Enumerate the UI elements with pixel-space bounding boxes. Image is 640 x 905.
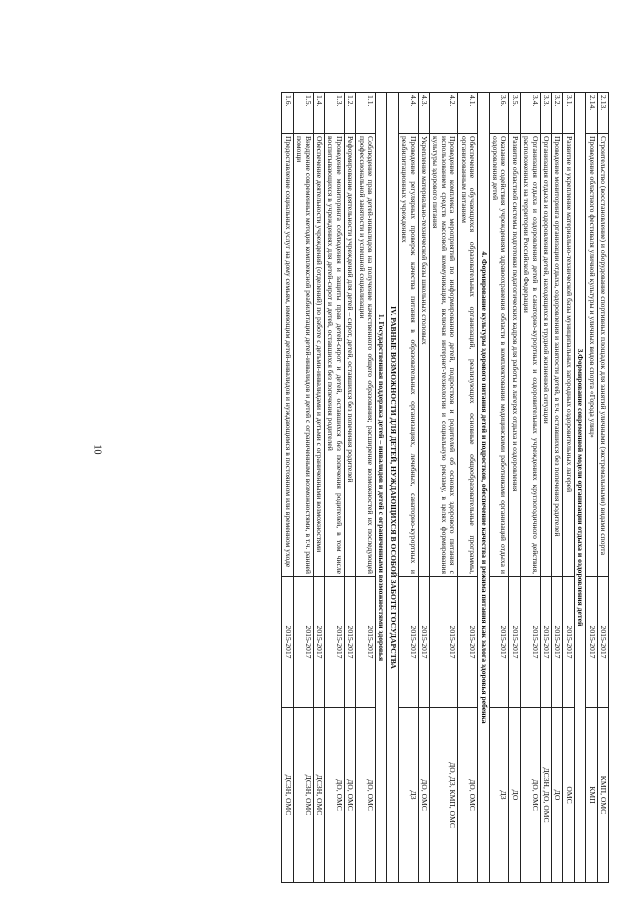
- item-years: 2015-2017: [398, 577, 418, 708]
- item-description: Оказание содействия учреждениям здравоохранения области в комплектовании медицинскими работниками организаций отдыха и оздоровления детей: [489, 134, 509, 577]
- item-years: 2015-2017: [430, 577, 458, 708]
- table-row: [356, 93, 376, 883]
- item-executors: ДСЗН, ОМС: [293, 708, 313, 883]
- item-description: Проведение мониторинга организации отдыха, оздоровления и занятости детей, в т.ч. оставшихся без попечения родителей: [551, 134, 562, 577]
- item-years: 2015-2017: [586, 577, 597, 708]
- item-executors: ДО: [551, 708, 562, 883]
- section-title: 4. Формирование культуры здорового питания детей и подростков, обеспечение качества и режима питания как залога здоровья ребенка: [478, 93, 489, 883]
- item-years: 2015-2017: [551, 577, 562, 708]
- item-description: Реформирование деятельности учреждений для детей – сирот, детей, оставшихся без попечения родителей: [344, 134, 355, 577]
- table-row: [551, 93, 562, 883]
- item-description: Укрепление материально-технической базы школьных столовых: [418, 134, 429, 577]
- item-years: 2015-2017: [356, 577, 376, 708]
- section-header-row: [574, 93, 585, 883]
- item-description: Обеспечение деятельности учреждений (отделений) по работе с детьми-инвалидами и детьми с ограниченными возможностями: [313, 134, 324, 577]
- item-description: Обеспечение обучающихся образовательных организаций, реализующих основные общеобразовательные программы, организованным питанием: [458, 134, 478, 577]
- item-description: Организация отдыха и оздоровления детей, находящихся в трудной жизненной ситуации: [540, 134, 551, 577]
- item-years: 2015-2017: [597, 577, 608, 708]
- item-description: Развитие и укрепление материально-технической базы муниципальных загородных оздоровительных лагерей: [563, 134, 574, 577]
- section-header-row: [376, 93, 387, 883]
- item-description: Предоставление социальных услуг на дому семьям, имеющим детей-инвалидов и нуждающимся в постоянном или временном уходе: [282, 134, 293, 577]
- item-executors: ДО, ОМС: [344, 708, 355, 883]
- item-executors: ДО, ОМС: [418, 708, 429, 883]
- table-row: [325, 93, 345, 883]
- item-number: 4.1.: [458, 93, 478, 134]
- item-years: 2015-2017: [418, 577, 429, 708]
- item-description: Проведение комплекса мероприятий по информированию детей, подростков и родителей об основах здорового питания с использованием средств массовой коммуникации, включая интернет-технологии и социальную рекламу, в целях формирования культуры здорового питания: [430, 134, 458, 577]
- section-title: 1. Государственная поддержка детей – инвалидов и детей с ограниченными возможностями здоровья: [376, 93, 387, 883]
- section-header-row: [387, 93, 398, 883]
- item-executors: ДЗ: [398, 708, 418, 883]
- item-years: 2015-2017: [325, 577, 345, 708]
- table-row: [489, 93, 509, 883]
- item-years: 2015-2017: [282, 577, 293, 708]
- item-number: 1.6.: [282, 93, 293, 134]
- item-years: 2015-2017: [344, 577, 355, 708]
- item-number: 1.1.: [356, 93, 376, 134]
- item-executors: КМП: [586, 708, 597, 883]
- table-row: [563, 93, 574, 883]
- table-row: [509, 93, 520, 883]
- plan-table: [281, 92, 609, 883]
- item-number: 1.3.: [325, 93, 345, 134]
- item-description: Проведение областного фестиваля уличной культуры и уличных видов спорта «Города улиц»: [586, 134, 597, 577]
- table-row: [540, 93, 551, 883]
- item-executors: КМП, ОМС: [597, 708, 608, 883]
- item-number: 4.3.: [418, 93, 429, 134]
- table-row: [344, 93, 355, 883]
- table-row: [418, 93, 429, 883]
- item-executors: ДО, ОМС: [458, 708, 478, 883]
- item-number: 3.1.: [563, 93, 574, 134]
- item-years: 2015-2017: [520, 577, 540, 708]
- item-number: 1.4.: [313, 93, 324, 134]
- plan-table-sheet: [104, 92, 609, 872]
- table-row: [398, 93, 418, 883]
- item-description: Внедрение современных методик комплексной реабилитации детей-инвалидов и детей с ограниченными возможностями, в т.ч. ранней помощи: [293, 134, 313, 577]
- table-row: [430, 93, 458, 883]
- item-executors: ДЗ: [489, 708, 509, 883]
- item-years: 2015-2017: [509, 577, 520, 708]
- plan-table-body: [282, 93, 609, 883]
- item-description: Строительство (восстановление) и оборудование спортивных площадок для занятий уличными (экстремальными) видами спорта: [597, 134, 608, 577]
- item-executors: ДСЗН, ДО, ОМС: [540, 708, 551, 883]
- item-number: 3.5.: [509, 93, 520, 134]
- item-number: 4.2.: [430, 93, 458, 134]
- section-title: IV. РАВНЫЕ ВОЗМОЖНОСТИ ДЛЯ ДЕТЕЙ, НУЖДАЮЩИХСЯ В ОСОБОЙ ЗАБОТЕ ГОСУДАРСТВА: [387, 93, 398, 883]
- table-row: [586, 93, 597, 883]
- item-number: 3.2.: [551, 93, 562, 134]
- item-years: 2015-2017: [489, 577, 509, 708]
- item-description: Проведение мониторинга соблюдения и защиты прав детей-сирот и детей, оставшихся без попечения родителей, в том числе воспитывающихся в учреждениях для детей-сирот и детей, оставшихся без попечения родителей: [325, 134, 345, 577]
- table-row: [293, 93, 313, 883]
- item-executors: ДСЗН, ОМС: [313, 708, 324, 883]
- item-years: 2015-2017: [293, 577, 313, 708]
- item-executors: ОМС: [563, 708, 574, 883]
- item-executors: ДО, ОМС: [325, 708, 345, 883]
- item-number: 3.3.: [540, 93, 551, 134]
- item-number: 1.2.: [344, 93, 355, 134]
- item-number: 2.13.: [597, 93, 608, 134]
- item-description: Организация отдыха и оздоровления детей в санаторно-курортных и оздоровительных учреждениях круглогодичного действия, расположенных на территории Российской Федерации: [520, 134, 540, 577]
- table-row: [282, 93, 293, 883]
- item-executors: ДО, ОМС: [356, 708, 376, 883]
- table-row: [597, 93, 608, 883]
- item-years: 2015-2017: [563, 577, 574, 708]
- item-number: 1.5.: [293, 93, 313, 134]
- item-executors: ДО, ОМС: [520, 708, 540, 883]
- item-number: 3.4.: [520, 93, 540, 134]
- item-number: 4.4.: [398, 93, 418, 134]
- item-executors: ДСЗН, ОМС: [282, 708, 293, 883]
- item-number: 2.14.: [586, 93, 597, 134]
- section-title: 3.Формирование современной модели организации отдыха и оздоровления детей: [574, 93, 585, 883]
- item-description: Проведение регулярных проверок качества питания в образовательных организациях, лечебных, санаторно-курортных и реабилитационных учреждениях: [398, 134, 418, 577]
- item-description: Развитие областной системы подготовки педагогических кадров для работы в лагерях отдыха и оздоровления: [509, 134, 520, 577]
- item-executors: ДО: [509, 708, 520, 883]
- item-years: 2015-2017: [540, 577, 551, 708]
- item-years: 2015-2017: [458, 577, 478, 708]
- table-row: [458, 93, 478, 883]
- item-number: 3.6.: [489, 93, 509, 134]
- item-executors: ДО, ДЗ, КМП, ОМС: [430, 708, 458, 883]
- section-header-row: [478, 93, 489, 883]
- table-row: [520, 93, 540, 883]
- item-description: Соблюдение прав детей-инвалидов на получение качественного общего образования; расширение возможностей их последующей профессиональной занятости и успешной социализации: [356, 134, 376, 577]
- item-years: 2015-2017: [313, 577, 324, 708]
- page-number: 10: [91, 444, 103, 455]
- table-row: [313, 93, 324, 883]
